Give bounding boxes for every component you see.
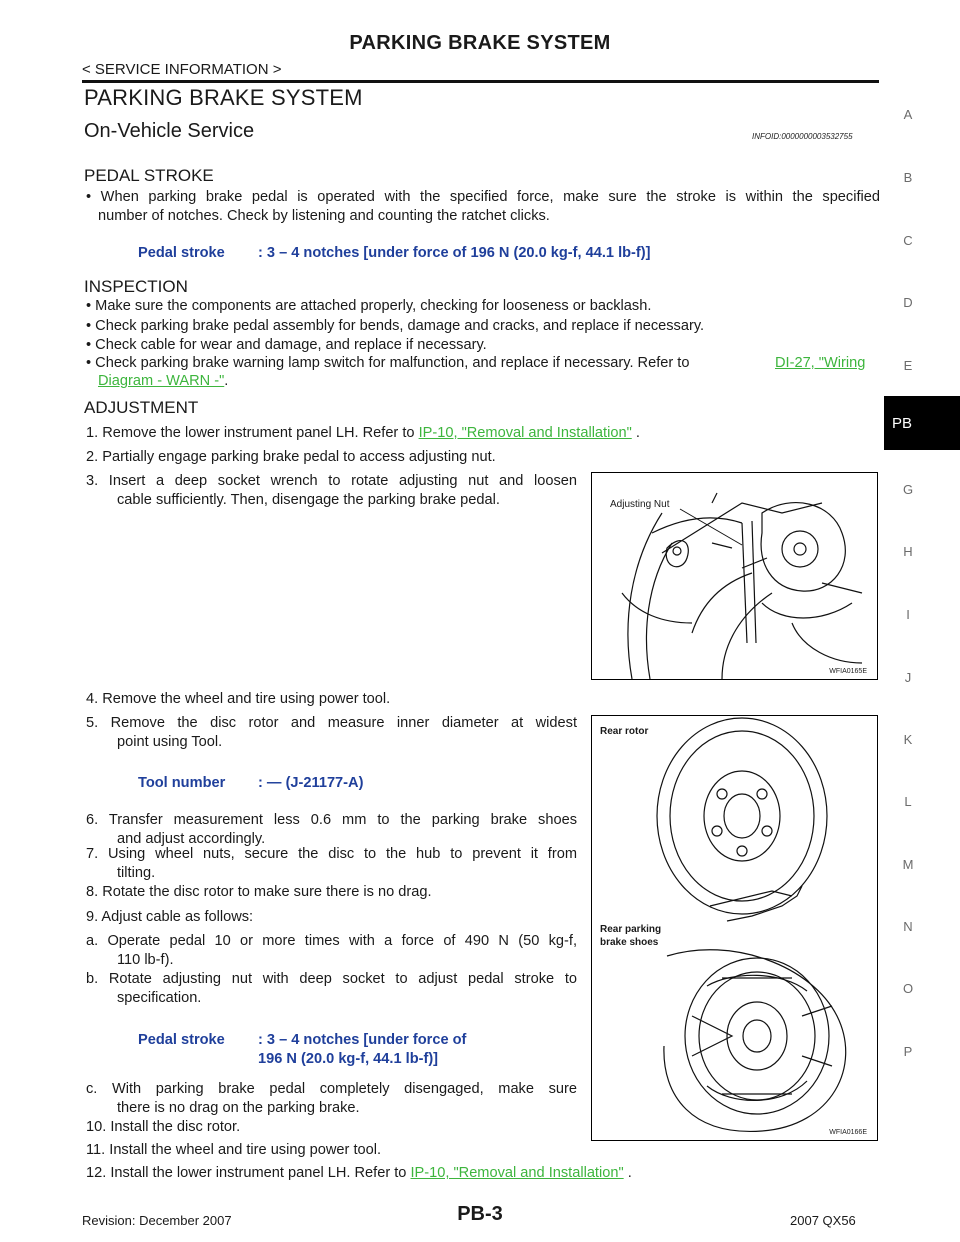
step-3: 3. Insert a deep socket wrench to rotate adjusting nut and loosen <box>86 473 577 489</box>
rear-rotor-label: Rear rotor <box>600 726 649 737</box>
side-index-n[interactable]: N <box>903 919 913 934</box>
section-title: PARKING BRAKE SYSTEM <box>84 85 363 110</box>
info-id: INFOID:0000000003532755 <box>752 132 853 141</box>
footer-revision: Revision: December 2007 <box>82 1213 232 1228</box>
side-index-g[interactable]: G <box>902 482 914 497</box>
adjusting-nut-label: Adjusting Nut <box>610 499 670 510</box>
pedal-stroke-heading: PEDAL STROKE <box>84 166 214 185</box>
pedal-stroke-spec-value: : 3 – 4 notches [under force of 196 N (20.0 kg-f, 44.1 lb-f)] <box>258 245 651 261</box>
footer-page-number: PB-3 <box>457 1203 503 1225</box>
subsection-title: On-Vehicle Service <box>84 120 255 142</box>
side-index-pb-active[interactable]: PB <box>884 396 960 450</box>
pedal-stroke-spec2-value: : 3 – 4 notches [under force of <box>258 1032 467 1048</box>
step-5-cont: point using Tool. <box>117 734 223 750</box>
rear-parking-brake-shoes-label-cont: brake shoes <box>600 937 659 948</box>
side-index-k[interactable]: K <box>903 732 913 747</box>
side-index-j[interactable]: J <box>904 670 912 685</box>
inspection-item: • Check parking brake pedal assembly for bends, damage and cracks, and replace if necessary. <box>86 318 705 334</box>
page-header-subtitle: < SERVICE INFORMATION > <box>82 61 282 78</box>
wiring-diagram-link[interactable]: DI-27, "Wiring <box>775 355 866 371</box>
figure1-code: WFIA0165E <box>829 668 867 675</box>
step-9c: c. With parking brake pedal completely disengaged, make sure <box>86 1081 577 1097</box>
inspection-heading: INSPECTION <box>84 277 188 296</box>
wiring-diagram-link-cont[interactable]: Diagram - WARN -" <box>98 373 225 389</box>
step-9b-cont: specification. <box>117 990 202 1006</box>
step-1-text: 1. Remove the lower instrument panel LH. Refer to <box>86 425 415 441</box>
pedal-stroke-bullet: • When parking brake pedal is operated with the specified force, make sure the stroke is within the specified <box>86 189 880 205</box>
side-index-o[interactable]: O <box>902 981 914 996</box>
ip10-link-2[interactable]: IP-10, "Removal and Installation" <box>410 1165 624 1181</box>
step-2: 2. Partially engage parking brake pedal to access adjusting nut. <box>86 449 496 465</box>
side-index-h[interactable]: H <box>903 544 913 559</box>
side-index-l[interactable]: L <box>904 794 912 809</box>
footer-model: 2007 QX56 <box>790 1213 856 1228</box>
side-index-i[interactable]: I <box>906 607 910 622</box>
header-rule <box>82 80 879 83</box>
step-4: 4. Remove the wheel and tire using power tool. <box>86 691 391 707</box>
step-12 <box>86 1164 632 1183</box>
step-3-cont: cable sufficiently. Then, disengage the parking brake pedal. <box>117 492 500 508</box>
step-7: 7. Using wheel nuts, secure the disc to the hub to prevent it from <box>86 846 577 862</box>
step-8: 8. Rotate the disc rotor to make sure there is no drag. <box>86 884 432 900</box>
inspection-item: • Check cable for wear and damage, and replace if necessary. <box>86 337 487 353</box>
tool-number-label: Tool number <box>138 775 226 791</box>
side-index-b[interactable]: B <box>903 170 913 185</box>
figure2-code: WFIA0166E <box>829 1129 867 1136</box>
inspection-item: • Make sure the components are attached properly, checking for looseness or backlash. <box>86 298 652 314</box>
side-index-c[interactable]: C <box>903 233 913 248</box>
step-7-cont: tilting. <box>117 865 156 881</box>
step-12-post: . <box>623 1165 632 1181</box>
step-9: 9. Adjust cable as follows: <box>86 909 254 925</box>
figure-rear-rotor-shoes <box>591 715 878 1141</box>
pedal-stroke-spec2-value-cont: 196 N (20.0 kg-f, 44.1 lb-f)] <box>258 1051 439 1067</box>
pedal-stroke-bullet-cont: number of notches. Check by listening and counting the ratchet clicks. <box>98 208 550 224</box>
wiring-diagram-link-line2-wrap <box>98 372 228 391</box>
figure-adjusting-nut <box>591 472 878 680</box>
ip10-link[interactable]: IP-10, "Removal and Installation" <box>418 425 632 441</box>
step-12-text: 12. Install the lower instrument panel LH. Refer to <box>86 1165 407 1181</box>
pedal-stroke-spec2-label: Pedal stroke <box>138 1032 225 1048</box>
step-5: 5. Remove the disc rotor and measure inner diameter at widest <box>86 715 577 731</box>
step-9a-cont: 110 lb-f). <box>117 952 174 968</box>
page-header-title: PARKING BRAKE SYSTEM <box>349 32 611 54</box>
step-10: 10. Install the disc rotor. <box>86 1119 241 1135</box>
step-9c-cont: there is no drag on the parking brake. <box>117 1100 360 1116</box>
rear-parking-brake-shoes-label: Rear parking <box>600 924 662 935</box>
tool-number-value: : — (J-21177-A) <box>258 775 364 791</box>
step-1-post: . <box>631 425 640 441</box>
step-9b: b. Rotate adjusting nut with deep socket to adjust pedal stroke to <box>86 971 577 987</box>
step-6: 6. Transfer measurement less 0.6 mm to the parking brake shoes <box>86 812 577 828</box>
side-index-a[interactable]: A <box>903 107 913 122</box>
pedal-stroke-spec-label: Pedal stroke <box>138 245 225 261</box>
link-period: . <box>224 373 229 389</box>
side-index-p[interactable]: P <box>903 1044 913 1059</box>
side-index-e[interactable]: E <box>903 358 913 373</box>
adjustment-heading: ADJUSTMENT <box>84 398 199 417</box>
step-9a: a. Operate pedal 10 or more times with a force of 490 N (50 kg-f, <box>86 933 577 949</box>
step-11: 11. Install the wheel and tire using power tool. <box>86 1142 382 1158</box>
step-6-cont: and adjust accordingly. <box>117 831 266 847</box>
inspection-item: • Check parking brake warning lamp switch for malfunction, and replace if necessary. Refer to <box>86 355 690 371</box>
side-index-m[interactable]: M <box>902 857 914 872</box>
step-1 <box>86 424 640 443</box>
side-index-d[interactable]: D <box>903 295 913 310</box>
